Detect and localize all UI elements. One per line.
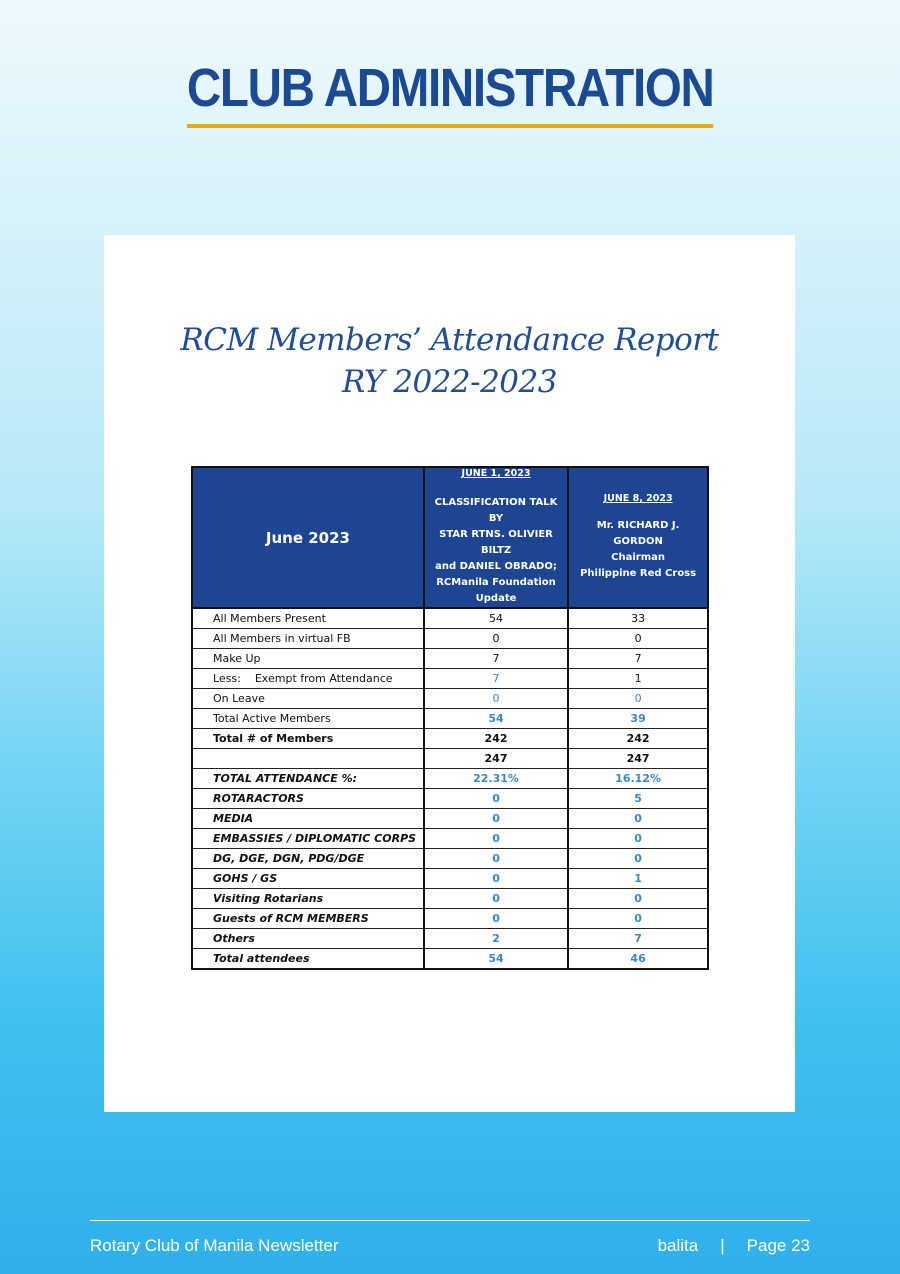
footer-newsletter-name: Rotary Club of Manila Newsletter: [90, 1236, 339, 1255]
row-value-june-1: 2: [424, 929, 568, 949]
footer-divider: [90, 1220, 810, 1221]
table-row: [192, 869, 708, 889]
row-label: Total attendees: [192, 949, 424, 970]
row-value-june-1: 7: [424, 649, 568, 669]
table-row: [192, 608, 708, 629]
row-value-june-1: 0: [424, 689, 568, 709]
header-june-1-desc: [429, 495, 563, 607]
header-june-8-desc-line: Philippine Red Cross: [580, 568, 697, 579]
table-header-row: [192, 467, 708, 608]
row-value-june-1: 242: [424, 729, 568, 749]
row-label: Total Active Members: [192, 709, 424, 729]
page-title: CLUB ADMINISTRATION: [187, 56, 714, 128]
table-row: [192, 789, 708, 809]
row-label: Others: [192, 929, 424, 949]
report-title-line2: RY 2022-2023: [342, 364, 557, 400]
row-label: All Members in virtual FB: [192, 629, 424, 649]
table-row: [192, 629, 708, 649]
row-value-june-1: 0: [424, 909, 568, 929]
footer-separator: |: [720, 1236, 725, 1255]
row-value-june-1: 247: [424, 749, 568, 769]
row-label: TOTAL ATTENDANCE %:: [192, 769, 424, 789]
header-june-1-desc-line: CLASSIFICATION TALK BY: [434, 497, 558, 524]
header-june-8-desc-line: Mr. RICHARD J. GORDON: [596, 520, 680, 547]
header-june-8: [568, 467, 708, 608]
header-june-1-desc-line: STAR RTNS. OLIVIER BILTZ: [439, 529, 553, 556]
header-june-1-desc-line: RCManila Foundation: [436, 577, 556, 588]
row-value-june-8: 0: [568, 629, 708, 649]
row-value-june-1: 0: [424, 869, 568, 889]
table-row: [192, 849, 708, 869]
table-row: [192, 809, 708, 829]
row-label: Total # of Members: [192, 729, 424, 749]
row-label: Guests of RCM MEMBERS: [192, 909, 424, 929]
header-june-1-date: JUNE 1, 2023: [461, 468, 531, 479]
row-value-june-8: 7: [568, 929, 708, 949]
table-row: [192, 749, 708, 769]
row-value-june-1: 0: [424, 829, 568, 849]
row-value-june-1: 54: [424, 709, 568, 729]
header-june-8-desc-line: Chairman: [611, 552, 666, 563]
row-label: GOHS / GS: [192, 869, 424, 889]
row-value-june-8: 46: [568, 949, 708, 970]
row-value-june-1: 0: [424, 789, 568, 809]
row-label: ROTARACTORS: [192, 789, 424, 809]
row-value-june-8: 1: [568, 669, 708, 689]
table-row: [192, 949, 708, 970]
table-row: [192, 729, 708, 749]
report-card: [104, 235, 795, 1112]
row-value-june-1: 0: [424, 629, 568, 649]
row-value-june-8: 0: [568, 809, 708, 829]
row-value-june-8: 0: [568, 689, 708, 709]
row-value-june-8: 0: [568, 909, 708, 929]
row-label: On Leave: [192, 689, 424, 709]
table-row: [192, 649, 708, 669]
report-title: [104, 319, 795, 403]
row-value-june-8: 33: [568, 608, 708, 629]
footer-publication: balita: [657, 1236, 699, 1255]
table-row: [192, 669, 708, 689]
table-row: [192, 829, 708, 849]
header-june-1-desc-line: Update: [475, 593, 517, 604]
report-title-line1: RCM Members’ Attendance Report: [180, 322, 719, 358]
row-label: All Members Present: [192, 608, 424, 629]
header-june-1-desc-line: and DANIEL OBRADO;: [435, 561, 557, 572]
table-row: [192, 909, 708, 929]
row-label: MEDIA: [192, 809, 424, 829]
header-june-8-date: JUNE 8, 2023: [603, 493, 673, 504]
table-row: [192, 769, 708, 789]
row-value-june-8: 0: [568, 829, 708, 849]
row-value-june-1: 0: [424, 889, 568, 909]
row-value-june-1: 0: [424, 809, 568, 829]
row-value-june-8: 16.12%: [568, 769, 708, 789]
row-value-june-8: 242: [568, 729, 708, 749]
row-label: Make Up: [192, 649, 424, 669]
row-value-june-1: 54: [424, 949, 568, 970]
header-month: June 2023: [192, 467, 424, 608]
row-value-june-8: 0: [568, 889, 708, 909]
row-value-june-1: 0: [424, 849, 568, 869]
row-label: [192, 749, 424, 769]
header-june-1: [424, 467, 568, 608]
header-june-8-desc: [573, 518, 703, 582]
row-value-june-8: 39: [568, 709, 708, 729]
row-value-june-1: 7: [424, 669, 568, 689]
page-title-wrap: [0, 56, 900, 128]
table-row: [192, 929, 708, 949]
row-value-june-8: 0: [568, 849, 708, 869]
row-value-june-8: 7: [568, 649, 708, 669]
attendance-table: [191, 466, 709, 970]
row-value-june-1: 22.31%: [424, 769, 568, 789]
row-value-june-8: 247: [568, 749, 708, 769]
footer-page-number: Page 23: [746, 1236, 810, 1255]
row-label: Less: Exempt from Attendance: [192, 669, 424, 689]
row-label: Visiting Rotarians: [192, 889, 424, 909]
row-value-june-8: 1: [568, 869, 708, 889]
row-label: EMBASSIES / DIPLOMATIC CORPS: [192, 829, 424, 849]
row-value-june-8: 5: [568, 789, 708, 809]
row-label: DG, DGE, DGN, PDG/DGE: [192, 849, 424, 869]
footer-page-info: [658, 1236, 810, 1256]
table-row: [192, 709, 708, 729]
table-row: [192, 889, 708, 909]
table-row: [192, 689, 708, 709]
row-value-june-1: 54: [424, 608, 568, 629]
